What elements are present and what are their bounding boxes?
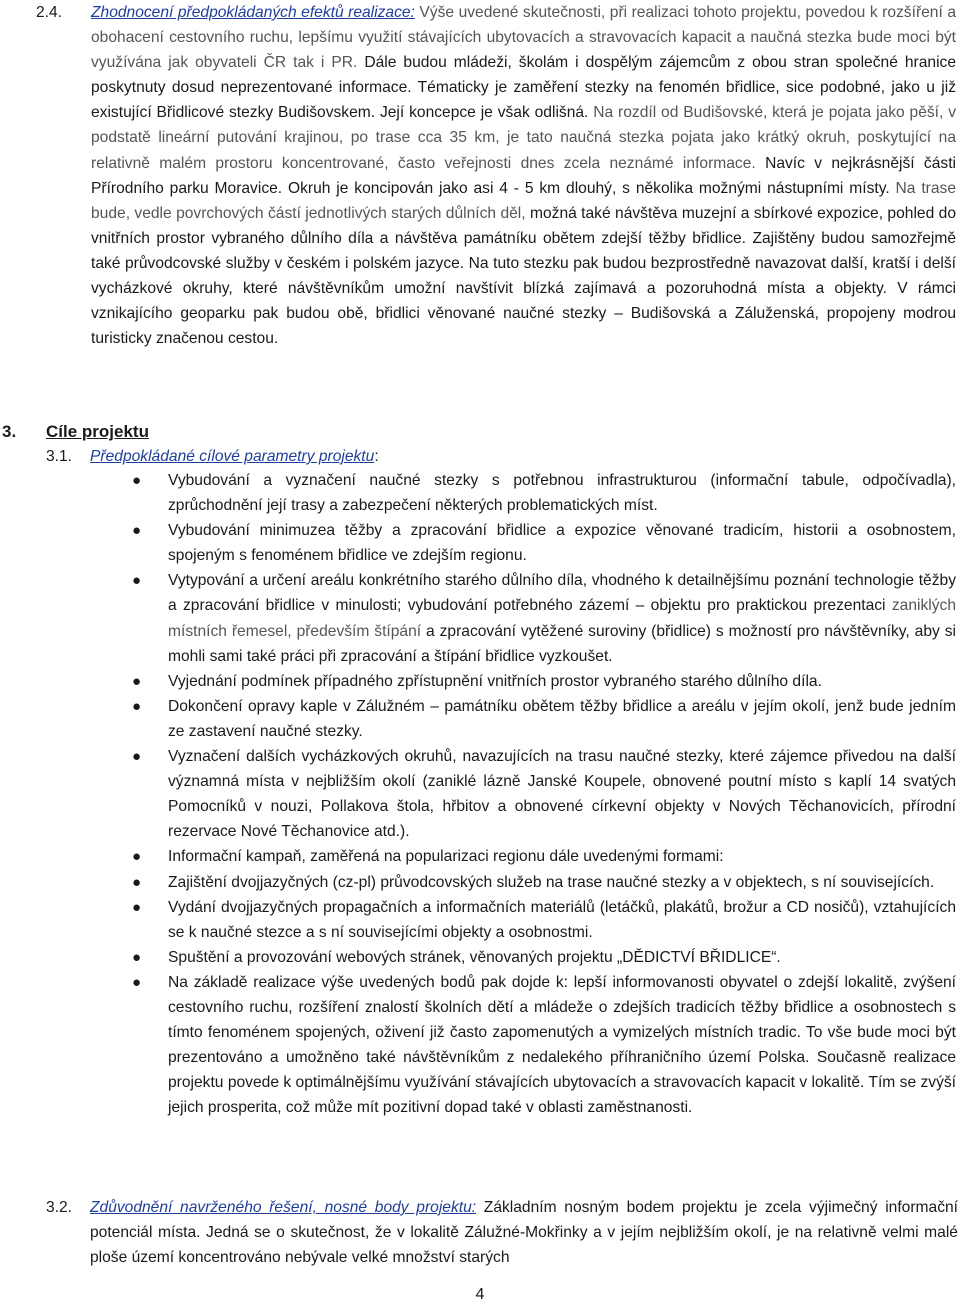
section-3	[2, 419, 952, 445]
section-colon: :	[374, 448, 379, 465]
list-item-text: a zpracování vytěžené suroviny (břidlice) s možností pro návštěvníky, aby si mohli sami také práci při zpracování a štípání břidlice vyzkoušet.	[168, 622, 957, 665]
section-heading: Zhodnocení předpokládaných efektů realizace:	[91, 4, 415, 21]
list-item	[128, 844, 956, 869]
list-item-text: Dokončení opravy kaple v Zálužném – památníku obětem těžby břidlice a areálu v jejím okolí, jenž bude jedním ze zastavení naučné stezky.	[168, 697, 956, 740]
list-item-text: Vyznačení dalších vycházkových okruhů, navazujících na trasu naučné stezky, které zájemce přivedou na další významná místa v nejbližším okolí (zaniklé lázně Janské Koupele, obnovené poutní místo s kaplí 14 svatých Pomocníků v nouzi, Pollakova štola, hřbitov a obnovené církevní objekty v Nových Těchanovicích, přírodní rezervace Nové Těchanovice atd.).	[168, 748, 956, 841]
section-3-1-heading	[46, 444, 958, 469]
section-title: Zdůvodnění navrženého řešení, nosné body projektu:	[90, 1199, 477, 1216]
bullet-icon: ●	[132, 697, 142, 715]
list-item	[128, 895, 956, 945]
bullet-icon: ●	[132, 572, 142, 590]
paragraph-text: možná také návštěva muzejní a sbírkové expozice, pohled do vnitřních prostor vybraného důlního díla a návštěva památníku obětem zdejší těžby břidlice. Zajištěny budou samozřejmě také průvodcovské služby v českém i polském jazyce. Na tuto stezku pak budou bezprostředně navazovat další, kratší i delší vycházkové okruhy, které návštěvníkům umožní navštívit blízká zajímavá a pozoruhodná místa a objekty. V rámci vznikajícího geoparku pak budou obě, břidlici věnované naučné stezky – Budišovská a Záluženská, propojeny modrou turisticky značenou cestou.	[91, 204, 956, 348]
paragraph-text: Základním nosným bodem projektu je zcela výjimečný informační potenciál místa. Jedná se o skutečnost, že v lokalitě Zálužné-Mokřinky a v jejím nejbližším okolí, je na relativně velmi malé ploše území koncentrováno nebývale velké množství starých	[90, 1199, 958, 1267]
section-2-4	[36, 0, 956, 351]
list-item	[128, 744, 956, 844]
bullet-icon: ●	[132, 672, 142, 690]
list-item	[128, 468, 956, 518]
bullet-icon: ●	[132, 973, 142, 991]
list-item-text: Vytypování a určení areálu konkrétního starého důlního díla, vhodného k detailnějšímu poznání technologie těžby a zpracování břidlice v minulosti; vybudování potřebného zázemí – objektu pro praktickou prezentaci	[168, 572, 956, 615]
section-number: 3.	[2, 422, 17, 441]
list-item	[128, 518, 956, 568]
list-item	[128, 694, 956, 744]
list-item-text: zaniklých místních řemesel, především štípání	[168, 597, 956, 640]
section-number: 2.4.	[36, 4, 63, 21]
section-number: 3.1.	[46, 448, 73, 465]
section-title: Předpokládané cílové parametry projektu	[90, 448, 375, 465]
bullet-icon: ●	[132, 848, 142, 866]
list-item	[128, 568, 956, 668]
page-number: 4	[475, 1286, 485, 1303]
section-3-2	[46, 1195, 958, 1270]
section-number: 3.2.	[46, 1199, 73, 1216]
paragraph-text: Na rozdíl od Budišovské, která je pojata jako pěší, v podstatě lineární putování krajinou, po trase cca 35 km, je tato naučná stezka pojata jako krátký okruh, poskytující na relativně malém prostoru koncentrované, často veřejnosti dnes zcela neznámé informace.	[91, 104, 956, 172]
section-3-heading	[2, 419, 952, 445]
list-item-text: Spuštění a provozování webových stránek, věnovaných projektu „DĚDICTVÍ BŘIDLICE“.	[168, 948, 781, 966]
list-item-text: Na základě realizace výše uvedených bodů pak dojde k: lepší informovanosti obyvatel o zdejší lokalitě, zvýšení cestovního ruchu, rozšíření znalostí školních dětí a mládeže o zdejších tradicích těžby břidlice a osobnostech s tímto fenoménem spojených, oživení již často zapomenutých a vymizelých místních tradic. To vše bude moci být prezentováno a umožněno také návštěvníkům z nedalekého příhraničního území Polska. Současně realizace projektu povede k optimálnějšímu využívání stávajících ubytovacích a stravovacích kapacit v lokalitě. Tím se zvýší jejich prosperita, což může mít pozitivní dopad také v oblasti zaměstnanosti.	[168, 973, 956, 1117]
bullet-icon: ●	[132, 522, 142, 540]
list-item-text: Informační kampaň, zaměřená na popularizaci regionu dále uvedenými formami:	[168, 848, 724, 866]
paragraph-text: Navíc v nejkrásnější části Přírodního parku Moravice. Okruh je koncipován jako asi 4 - 5 km dlouhý, s několika možnými nástupními místy.	[91, 154, 956, 197]
list-item	[128, 945, 956, 970]
goals-list	[128, 468, 956, 1120]
paragraph-text: Na trase bude, vedle povrchových částí jednotlivých starých důlních děl,	[91, 179, 956, 222]
list-item-text: Vyjednání podmínek případného zpřístupnění vnitřních prostor vybraného starého důlního díla.	[168, 672, 822, 690]
list-item	[128, 970, 956, 1121]
bullet-icon: ●	[132, 948, 142, 966]
list-item-text: Vybudování minimuzea těžby a zpracování břidlice a expozice věnované tradicím, historii a osobnostem, spojeným s fenoménem břidlice ve zdejším regionu.	[168, 522, 956, 565]
section-2-4-paragraph	[36, 0, 956, 351]
list-item-text: Vydání dvojjazyčných propagačních a informačních materiálů (letáčků, plakátů, brožur a CD nosičů), vztahujících se k naučné stezce a s ní souvisejícími objekty a osobnostmi.	[168, 898, 956, 941]
list-item-text: Vybudování a vyznačení naučné stezky s potřebnou infrastrukturou (informační tabule, odpočívadla), zprůchodnění její trasy a zabezpečení některých problematických míst.	[168, 472, 956, 515]
paragraph-text: Dále budou mládeži, školám i dospělým zájemcům z obou stran společné hranice poskytnuty dosud neprezentované informace. Tématicky je zaměření stezky na fenomén břidlice, sice podobné, jako u již existující Břidlicové stezky Budišovskem. Její koncepce je však odlišná.	[91, 54, 956, 122]
list-item	[128, 669, 956, 694]
list-item-text: Zajištění dvojjazyčných (cz-pl) průvodcovských služeb na trase naučné stezky a v objektech, s ní souvisejících.	[168, 873, 935, 891]
list-item	[128, 870, 956, 895]
bullet-icon: ●	[132, 898, 142, 916]
bullet-icon: ●	[132, 472, 142, 489]
section-title: Cíle projektu	[46, 422, 149, 441]
bullet-icon: ●	[132, 873, 142, 891]
bullet-icon: ●	[132, 748, 142, 766]
paragraph-text: Výše uvedené skutečnosti, při realizaci tohoto projektu, povedou k rozšíření a obohacení cestovního ruchu, lepšímu využití stávajících ubytovacích a stravovacích kapacit a naučná stezka bude moci být využívána jak obyvateli ČR tak i PR.	[91, 4, 956, 72]
